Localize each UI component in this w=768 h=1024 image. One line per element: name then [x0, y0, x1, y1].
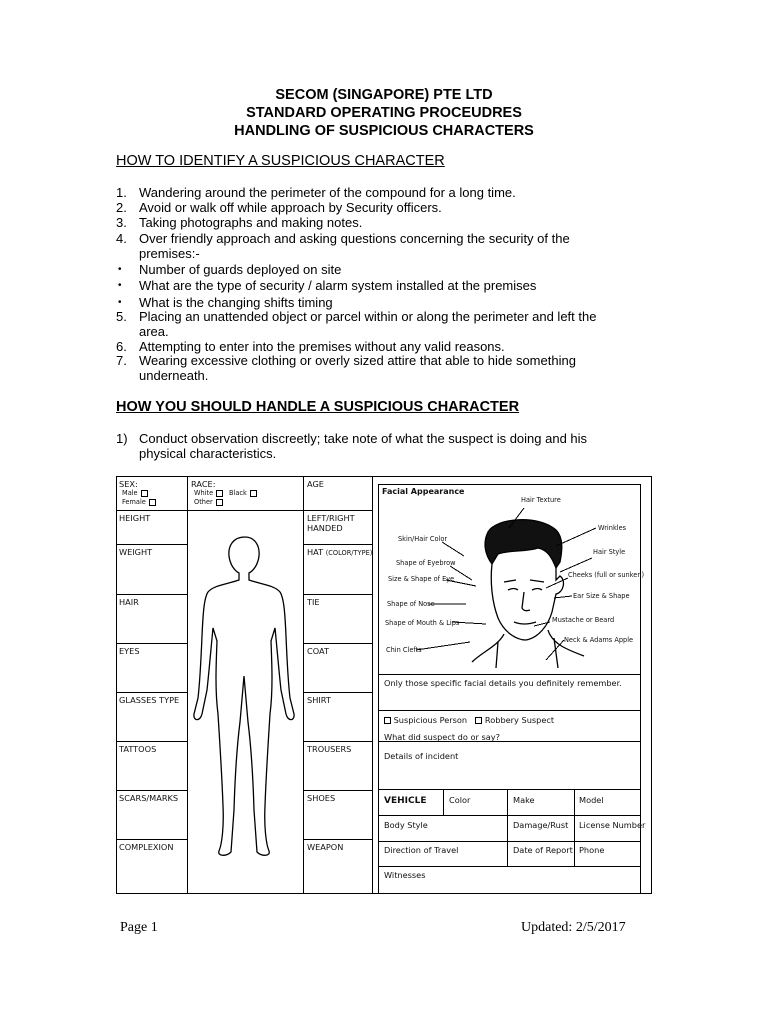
robbery-suspect-checkbox[interactable] [475, 717, 482, 724]
shape-of-eyebrow-label: Shape of Eyebrow [396, 559, 456, 567]
race-label: RACE: [191, 479, 216, 489]
suspect-type-options[interactable]: Suspicious Person Robbery Suspect [384, 715, 554, 725]
white-checkbox[interactable] [216, 490, 223, 497]
damage-rust-label: Damage/Rust [513, 820, 569, 830]
witnesses-label: Witnesses [384, 870, 426, 880]
trousers-label: TROUSERS [307, 744, 352, 754]
vehicle-label: VEHICLE [384, 796, 427, 806]
male-option[interactable]: Male [122, 489, 148, 497]
black-option[interactable]: Black [229, 489, 257, 497]
shoes-label: SHOES [307, 793, 336, 803]
details-of-incident-label: Details of incident [384, 751, 459, 761]
suspicious-person-checkbox[interactable] [384, 717, 391, 724]
age-label: AGE [307, 479, 324, 489]
what-did-suspect-label: What did suspect do or say? [384, 732, 500, 742]
height-label: HEIGHT [119, 513, 151, 523]
handed-label: HANDED [307, 523, 343, 533]
identify-heading: HOW TO IDENTIFY A SUSPICIOUS CHARACTER [116, 153, 445, 169]
facial-details-note: Only those specific facial details you definitely remember. [384, 678, 622, 688]
body-outline-figure [194, 537, 294, 855]
complexion-label: COMPLEXION [119, 842, 174, 852]
hair-style-label: Hair Style [593, 548, 626, 556]
skin-hair-color-label: Skin/Hair Color [398, 535, 448, 543]
suspect-description-form [116, 476, 652, 894]
hat-label: HAT (COLOR/TYPE) [307, 547, 373, 557]
handle-heading: HOW YOU SHOULD HANDLE A SUSPICIOUS CHARACTER [116, 399, 520, 415]
ear-size-label: Ear Size & Shape [573, 592, 630, 600]
eyes-label: EYES [119, 646, 140, 656]
coat-label: COAT [307, 646, 329, 656]
weapon-label: WEAPON [307, 842, 344, 852]
vehicle-make-label: Make [513, 795, 535, 805]
glasses-type-label: GLASSES TYPE [119, 695, 180, 705]
license-number-label: License Number [579, 820, 646, 830]
hair-label: HAIR [119, 597, 139, 607]
date-of-report-label: Date of Report [513, 845, 573, 855]
shape-of-nose-label: Shape of Nose [387, 600, 435, 608]
size-shape-eye-label: Size & Shape of Eye [388, 575, 455, 583]
hair-texture-label: Hair Texture [521, 496, 561, 504]
tattoos-label: TATTOOS [119, 744, 157, 754]
black-checkbox[interactable] [250, 490, 257, 497]
mustache-beard-label: Mustache or Beard [552, 616, 615, 624]
document-title: STANDARD OPERATING PROCEUDRES [246, 105, 522, 121]
female-checkbox[interactable] [149, 499, 156, 506]
updated-date: Updated: 2/5/2017 [521, 920, 626, 935]
neck-adams-apple-label: Neck & Adams Apple [564, 636, 634, 644]
direction-of-travel-label: Direction of Travel [384, 845, 459, 855]
face-sketch [472, 520, 584, 668]
vehicle-model-label: Model [579, 795, 604, 805]
shirt-label: SHIRT [307, 695, 331, 705]
body-style-label: Body Style [384, 820, 428, 830]
cheeks-label: Cheeks (full or sunken) [568, 571, 645, 579]
other-checkbox[interactable] [216, 499, 223, 506]
sex-label: SEX: [119, 479, 138, 489]
left-right-label: LEFT/RIGHT [307, 513, 355, 523]
shape-of-mouth-label: Shape of Mouth & Lips [385, 619, 460, 627]
identify-list: 1. Wandering around the perimeter of the compound for a long time. 2. Avoid or walk off while approach by Security officers. 3. Taking photographs and making notes. 4. Over friendly approach and asking questions concerning the security of the premises:- • Number of guards deployed on site • What are the type of security / alarm system installed at the premises • What is the changing shifts timing 5. Placing an unattended object or parcel within or along the perimeter and left the area. 6. Attempting to enter into the premises without any valid reasons. 7. Wearing excessive clothing or overly sized attire that able to hide something underneath. [116, 185, 597, 383]
document-subtitle: HANDLING OF SUSPICIOUS CHARACTERS [234, 123, 534, 139]
female-option[interactable]: Female [122, 498, 156, 506]
weight-label: WEIGHT [119, 547, 153, 557]
handle-item: 1) Conduct observation discreetly; take note of what the suspect is doing and his physical characteristics. [116, 431, 588, 461]
other-option[interactable]: Other [194, 498, 223, 506]
wrinkles-label: Wrinkles [598, 524, 627, 532]
chin-clefts-label: Chin Clefts [386, 646, 422, 654]
phone-label: Phone [579, 845, 605, 855]
page-number: Page 1 [120, 920, 158, 935]
company-name: SECOM (SINGAPORE) PTE LTD [275, 87, 493, 103]
tie-label: TIE [307, 597, 320, 607]
scars-marks-label: SCARS/MARKS [119, 793, 179, 803]
white-option[interactable]: White [194, 489, 223, 497]
vehicle-color-label: Color [449, 795, 471, 805]
male-checkbox[interactable] [141, 490, 148, 497]
facial-appearance-title: Facial Appearance [382, 487, 465, 496]
